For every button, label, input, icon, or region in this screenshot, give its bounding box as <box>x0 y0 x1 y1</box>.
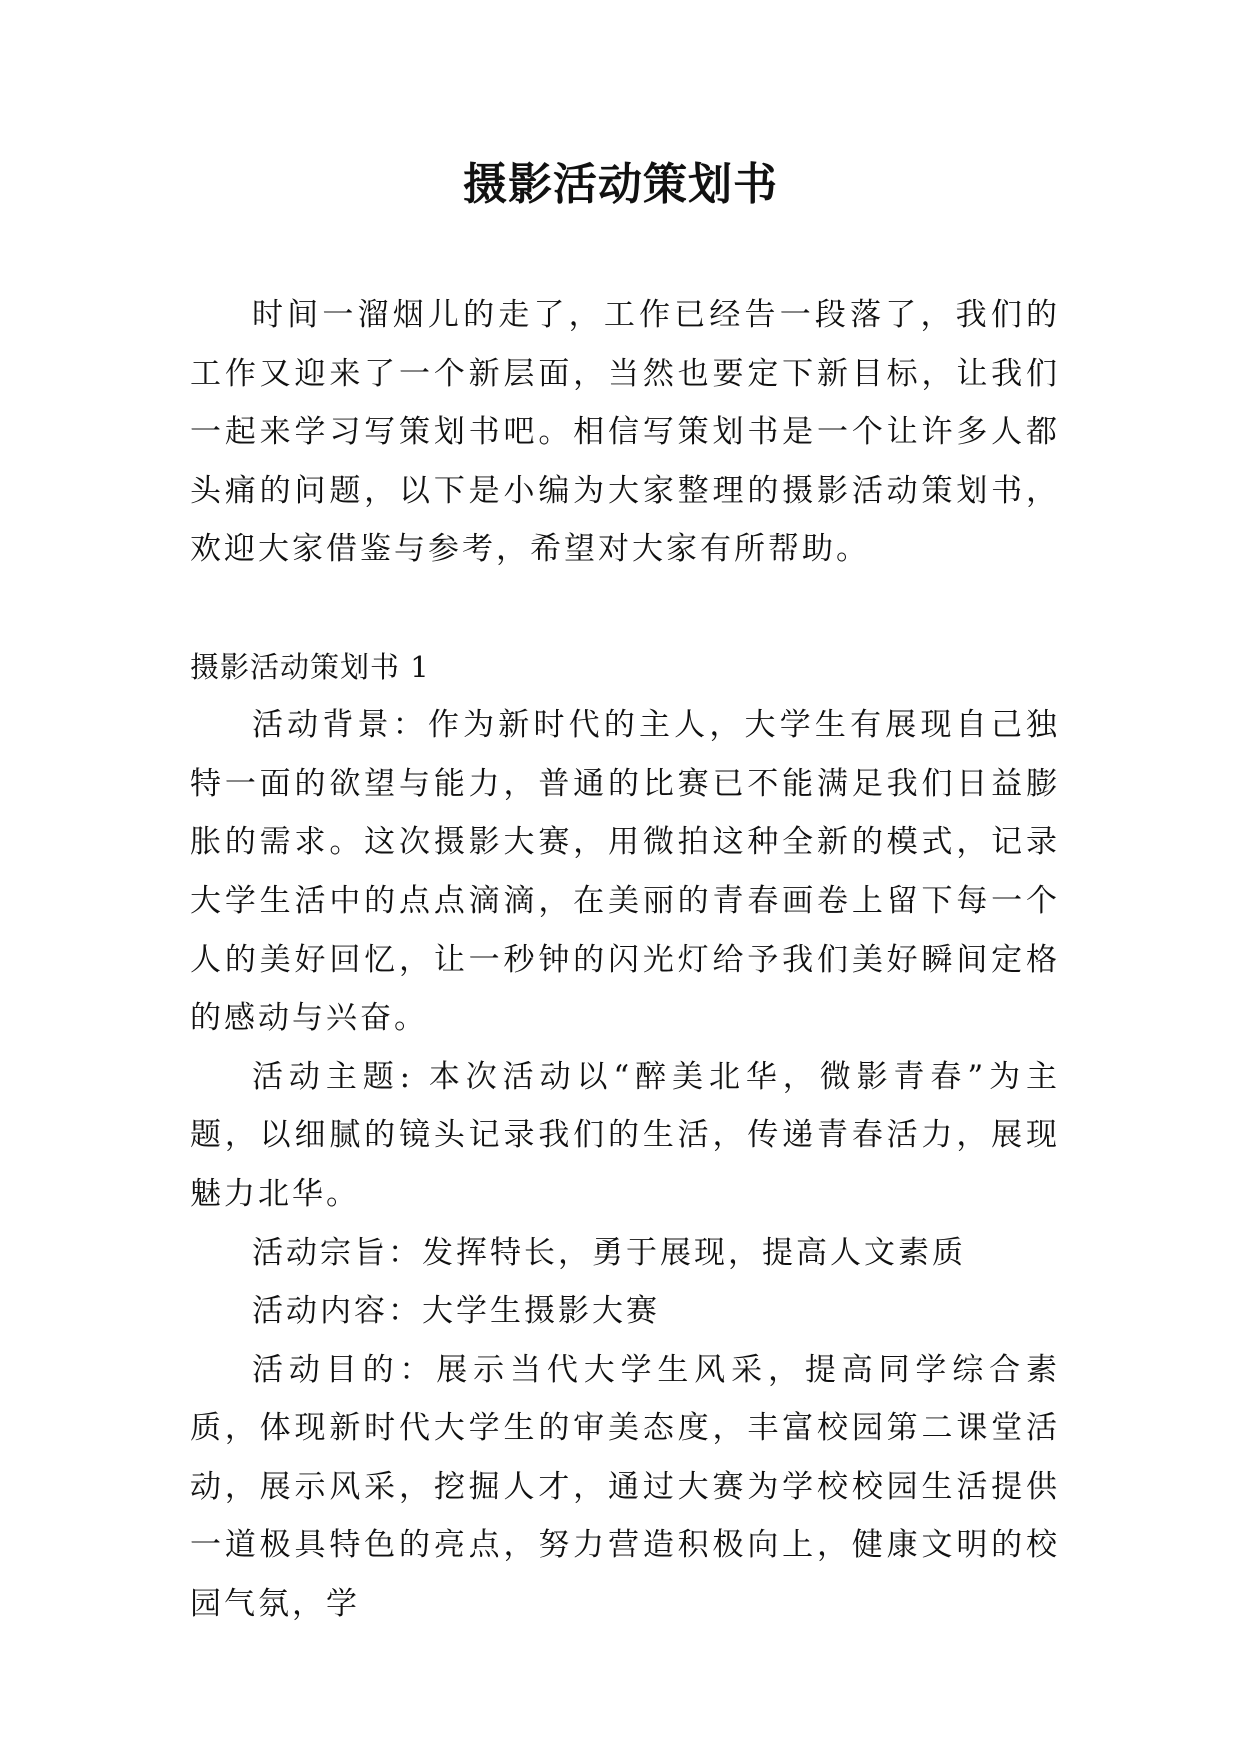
document-body <box>190 286 1060 1634</box>
theme-paragraph: 活动主题: 本次活动以“醉美北华，微影青春”为主题，以细腻的镜头记录我们的生活，传递青春活力，展现魅力北华。 <box>190 1058 1060 1212</box>
document-title: 摄影活动策划书 <box>463 159 778 210</box>
goal-paragraph: 活动目的：展示当代大学生风采，提高同学综合素质，体现新时代大学生的审美态度，丰富校园第二课堂活动，展示风采，挖掘人才，通过大赛为学校校园生活提供一道极具特色的亮点，努力营造积极向上，健康文明的校园气氛，学 <box>190 1351 1060 1623</box>
content-paragraph: 活动内容：大学生摄影大赛 <box>252 1293 660 1330</box>
section-heading: 摄影活动策划书 1 <box>190 649 430 684</box>
background-paragraph: 活动背景：作为新时代的主人，大学生有展现自己独特一面的欲望与能力，普通的比赛已不能满足我们日益膨胀的需求。这次摄影大赛，用微拍这种全新的模式，记录大学生活中的点点滴滴，在美丽的青春画卷上留下每一个人的美好回忆，让一秒钟的闪光灯给予我们美好瞬间定格的感动与兴奋。 <box>190 707 1060 1037</box>
intro-paragraph: 时间一溜烟儿的走了，工作已经告一段落了，我们的工作又迎来了一个新层面，当然也要定下新目标，让我们一起来学习写策划书吧。相信写策划书是一个让许多人都头痛的问题，以下是小编为大家整理的摄影活动策划书，欢迎大家借鉴与参考，希望对大家有所帮助。 <box>190 297 1060 568</box>
purpose-paragraph: 活动宗旨：发挥特长，勇于展现，提高人文素质 <box>252 1234 966 1271</box>
